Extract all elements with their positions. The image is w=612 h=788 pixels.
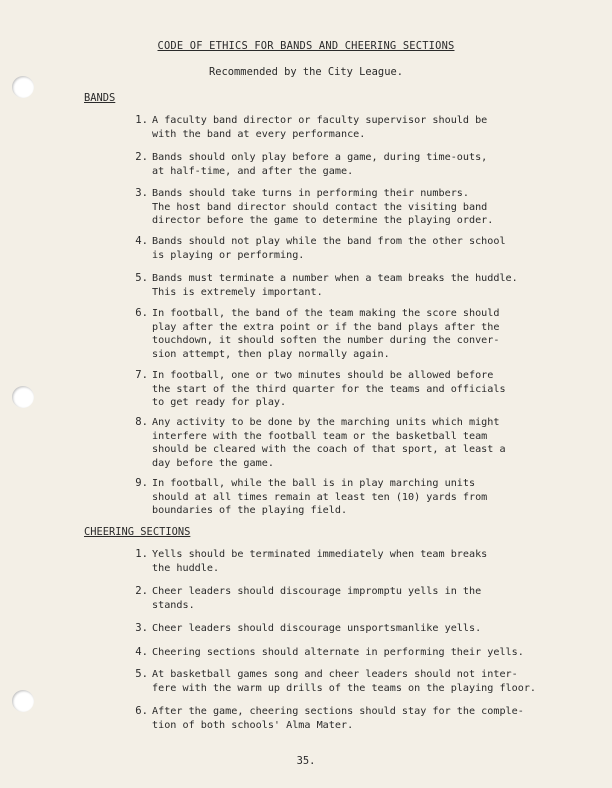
item-number: 2. [135,585,148,597]
binder-hole-middle [12,386,34,408]
item-text: Bands should only play before a game, during time-outs, at half-time, and after the game. [152,152,488,177]
item-number: 4. [135,235,148,247]
cheering-sections-heading: CHEERING SECTIONS [84,526,191,538]
item-number: 1. [135,548,148,560]
item-number: 5. [135,668,148,680]
item-text: Bands should not play while the band from the other school is playing or performing. [152,236,506,261]
binder-hole-bottom [12,690,34,712]
item-number: 3. [135,187,148,199]
bands-heading: BANDS [84,92,116,104]
document-subtitle: Recommended by the City League. [209,66,403,78]
item-text: A faculty band director or faculty supervisor should be with the band at every performance. [152,115,488,140]
item-number: 8. [135,416,148,428]
item-text: Any activity to be done by the marching units which might interfere with the football team or the basketball team should be cleared with the coach of that sport, at least a day before the game. [152,417,506,469]
item-text: Cheer leaders should discourage unsportsmanlike yells. [152,623,482,634]
item-text: Cheer leaders should discourage impromptu yells in the stands. [152,586,482,611]
item-text: In football, the band of the team making the score should play after the extra point or if the band plays after the touchdown, it should soften the number during the conver- sion attempt, then play normally again. [152,308,500,360]
document-title: CODE OF ETHICS FOR BANDS AND CHEERING SECTIONS [157,40,455,52]
item-text: Cheering sections should alternate in performing their yells. [152,647,524,658]
item-number: 1. [135,114,148,126]
item-number: 5. [135,272,148,284]
item-number: 3. [135,622,148,634]
item-text: At basketball games song and cheer leaders should not inter- fere with the warm up drills of the teams on the playing floor. [152,669,537,694]
item-number: 7. [135,369,148,381]
item-text: Bands should take turns in performing their numbers. The host band director should contact the visiting band director before the game to determine the playing order. [152,188,494,226]
binder-hole-top [12,76,34,98]
item-text: After the game, cheering sections should stay for the comple- tion of both schools' Alma Mater. [152,706,524,731]
item-text: Yells should be terminated immediately when team breaks the huddle. [152,549,488,574]
page-number: 35. [296,755,316,767]
item-text: In football, one or two minutes should be allowed before the start of the third quarter for the teams and officials to get ready for play. [152,370,506,408]
item-text: Bands must terminate a number when a team breaks the huddle. This is extremely important. [152,273,518,298]
item-number: 2. [135,151,148,163]
item-number: 6. [135,307,148,319]
item-number: 4. [135,646,148,658]
item-number: 9. [135,477,148,489]
item-text: In football, while the ball is in play marching units should at all times remain at least ten (10) yards from boundaries of the playing field. [152,478,488,516]
item-number: 6. [135,705,148,717]
